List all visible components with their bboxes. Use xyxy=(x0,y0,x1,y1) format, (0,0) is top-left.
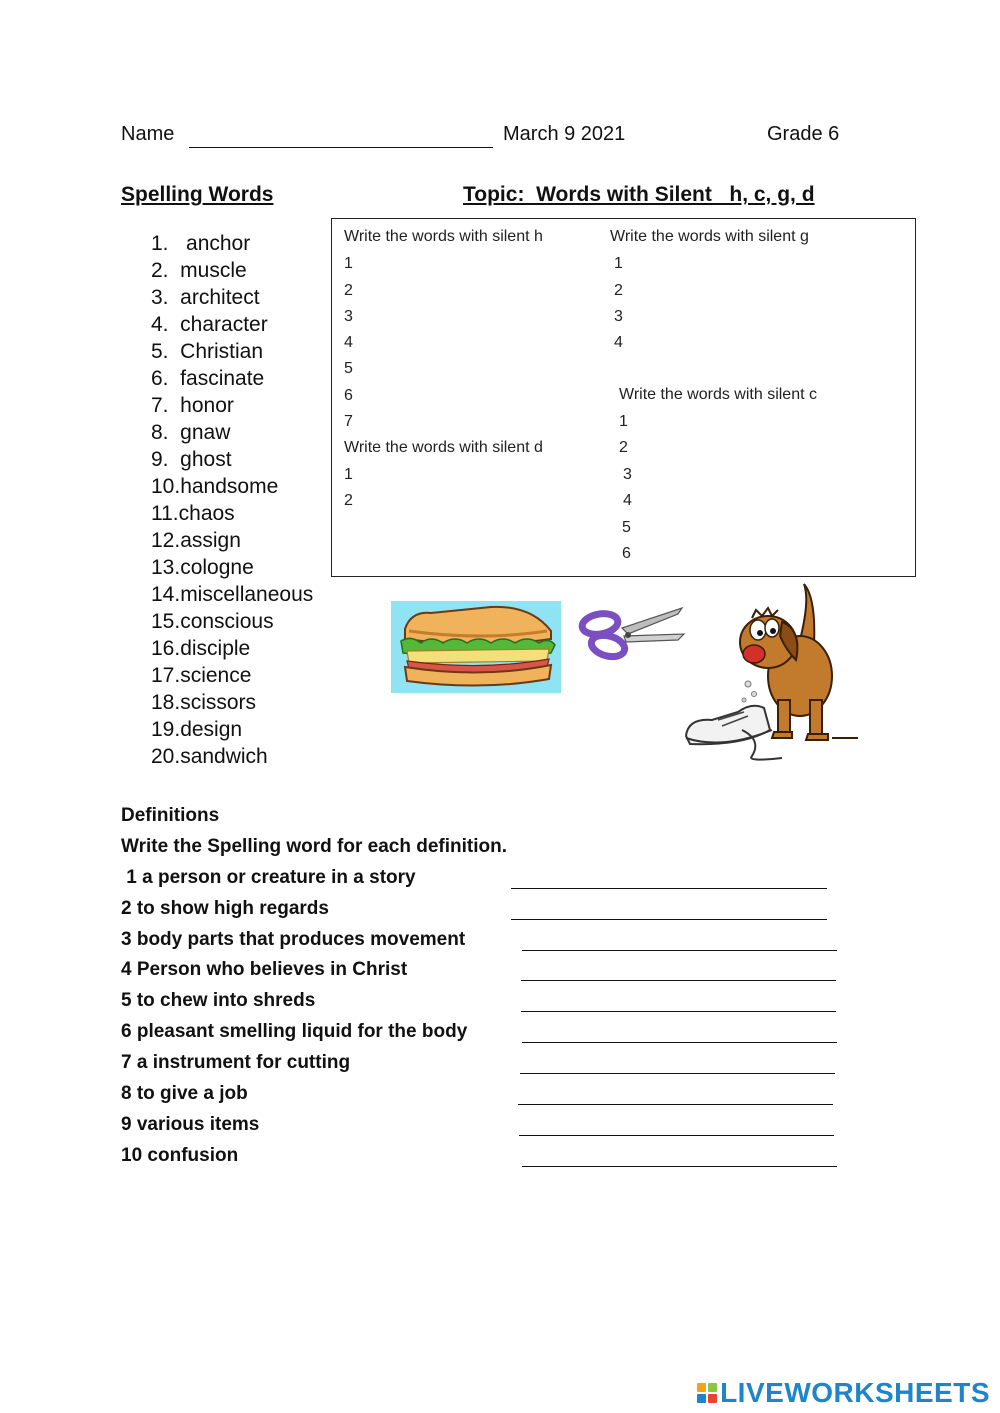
spelling-word: 5. Christian xyxy=(151,340,264,363)
definition-answer-blank[interactable] xyxy=(522,1166,837,1167)
spelling-word: 12.assign xyxy=(151,529,241,552)
definition-item: 5 to chew into shreds xyxy=(121,990,316,1011)
silent-c-slot[interactable]: 2 xyxy=(619,439,628,456)
scissors-image xyxy=(578,604,686,662)
spelling-word: 16.disciple xyxy=(151,637,251,660)
grade: Grade 6 xyxy=(767,123,840,145)
definition-item: 4 Person who believes in Christ xyxy=(121,959,408,980)
silent-c-slot[interactable]: 4 xyxy=(623,492,632,509)
silent-c-slot[interactable]: 6 xyxy=(622,545,631,562)
spelling-word: 17.science xyxy=(151,664,252,687)
definition-item: 3 body parts that produces movement xyxy=(121,929,466,950)
spelling-word: 6. fascinate xyxy=(151,367,265,390)
dog-gnawing-shoe-image xyxy=(682,580,864,764)
spelling-word: 14.miscellaneous xyxy=(151,583,314,606)
silent-c-slot[interactable]: 3 xyxy=(623,466,632,483)
silent-h-slot[interactable]: 3 xyxy=(344,308,353,325)
silent-c-title: Write the words with silent c xyxy=(619,386,817,403)
silent-d-title: Write the words with silent d xyxy=(344,439,543,456)
spelling-word: 7. honor xyxy=(151,394,234,417)
definition-answer-blank[interactable] xyxy=(511,919,827,920)
definition-answer-blank[interactable] xyxy=(521,980,836,981)
spelling-word: 18.scissors xyxy=(151,691,257,714)
silent-c-slot[interactable]: 1 xyxy=(619,413,628,430)
definition-item: 1 a person or creature in a story xyxy=(121,867,416,888)
definition-answer-blank[interactable] xyxy=(519,1135,834,1136)
sandwich-image xyxy=(391,601,561,693)
definition-answer-blank[interactable] xyxy=(522,950,837,951)
silent-g-slot[interactable]: 2 xyxy=(614,282,623,299)
logo-text: LIVEWORKSHEETS xyxy=(720,1377,990,1408)
spelling-word: 8. gnaw xyxy=(151,421,231,444)
silent-g-slot[interactable]: 3 xyxy=(614,308,623,325)
spelling-word: 4. character xyxy=(151,313,268,336)
spelling-word: 2. muscle xyxy=(151,259,247,282)
spelling-word: 3. architect xyxy=(151,286,260,309)
spelling-word: 13.cologne xyxy=(151,556,254,579)
silent-h-slot[interactable]: 2 xyxy=(344,282,353,299)
silent-g-title: Write the words with silent g xyxy=(610,228,809,245)
definition-item: 9 various items xyxy=(121,1114,260,1135)
definition-item: 8 to give a job xyxy=(121,1083,248,1104)
definitions-heading: Definitions xyxy=(121,805,220,826)
logo-squares-icon xyxy=(697,1383,717,1403)
definition-item: 2 to show high regards xyxy=(121,898,329,919)
definition-item: 6 pleasant smelling liquid for the body xyxy=(121,1021,468,1042)
silent-d-slot[interactable]: 2 xyxy=(344,492,353,509)
silent-g-slot[interactable]: 4 xyxy=(614,334,623,351)
silent-h-slot[interactable]: 6 xyxy=(344,387,353,404)
silent-h-slot[interactable]: 7 xyxy=(344,413,353,430)
spelling-word: 15.conscious xyxy=(151,610,274,633)
definitions-instruction: Write the Spelling word for each definition. xyxy=(121,836,508,857)
silent-h-title: Write the words with silent h xyxy=(344,228,543,245)
definition-item: 10 confusion xyxy=(121,1145,239,1166)
definition-answer-blank[interactable] xyxy=(511,888,827,889)
definition-answer-blank[interactable] xyxy=(522,1042,837,1043)
silent-h-slot[interactable]: 1 xyxy=(344,255,353,272)
name-blank[interactable] xyxy=(189,147,493,148)
silent-c-slot[interactable]: 5 xyxy=(622,519,631,536)
liveworksheets-logo xyxy=(697,1378,990,1408)
definition-answer-blank[interactable] xyxy=(520,1073,835,1074)
definition-answer-blank[interactable] xyxy=(518,1104,833,1105)
spelling-words-title: Spelling Words xyxy=(121,183,274,206)
name-label: Name xyxy=(121,123,175,145)
topic-title: Topic: Words with Silent h, c, g, d xyxy=(463,183,815,206)
silent-g-slot[interactable]: 1 xyxy=(614,255,623,272)
silent-d-slot[interactable]: 1 xyxy=(344,466,353,483)
date: March 9 2021 xyxy=(503,123,626,145)
spelling-word: 10.handsome xyxy=(151,475,279,498)
spelling-word: 1. anchor xyxy=(151,232,251,255)
spelling-word: 20.sandwich xyxy=(151,745,268,768)
silent-h-slot[interactable]: 5 xyxy=(344,360,353,377)
spelling-word: 11.chaos xyxy=(151,502,235,525)
spelling-word: 9. ghost xyxy=(151,448,232,471)
spelling-word: 19.design xyxy=(151,718,243,741)
definition-item: 7 a instrument for cutting xyxy=(121,1052,351,1073)
silent-h-slot[interactable]: 4 xyxy=(344,334,353,351)
definition-answer-blank[interactable] xyxy=(521,1011,836,1012)
